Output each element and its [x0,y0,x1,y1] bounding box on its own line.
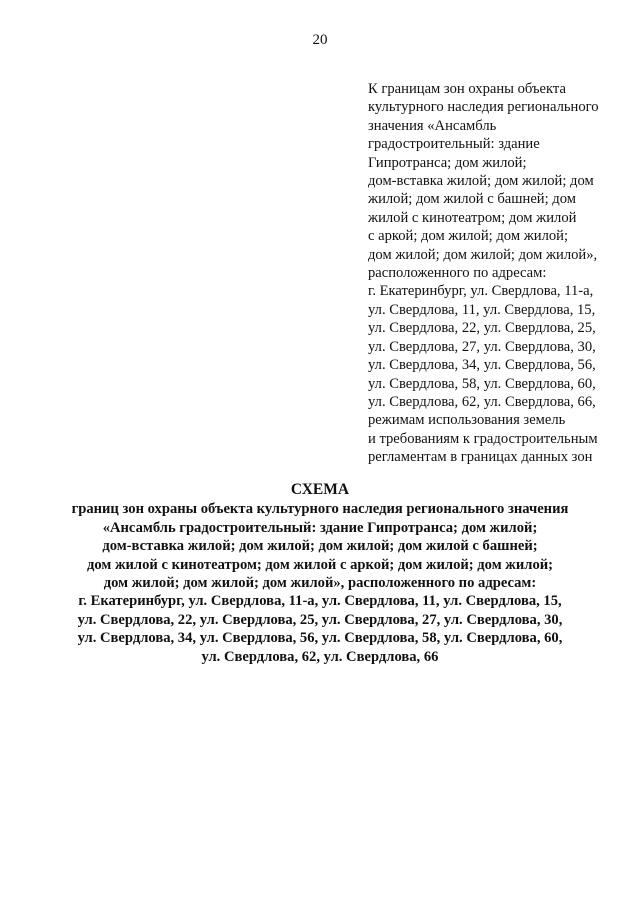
scheme-title-line: ул. Свердлова, 34, ул. Свердлова, 56, ул. Свердлова, 58, ул. Свердлова, 60, [77,630,563,647]
scheme-title-block [0,481,640,666]
scheme-title-line: ул. Свердлова, 62, ул. Свердлова, 66 [201,648,439,665]
reference-line: и требованиям к градостроительным [368,430,598,447]
page-number: 20 [312,32,328,48]
reference-line: дом-вставка жилой; дом жилой; дом [368,173,594,190]
scheme-title-line: г. Екатеринбург, ул. Свердлова, 11-а, ул. Свердлова, 11, ул. Свердлова, 15, [78,593,562,610]
scheme-title-line: дом-вставка жилой; дом жилой; дом жилой; дом жилой с башней; [102,538,538,555]
scheme-heading: СХЕМА [290,481,350,498]
reference-line: культурного наследия регионального [368,99,599,116]
reference-line: градостроительный: здание [368,136,540,153]
scheme-title-line: дом жилой с кинотеатром; дом жилой с аркой; дом жилой; дом жилой; [86,556,554,573]
scheme-title-line: ул. Свердлова, 22, ул. Свердлова, 25, ул. Свердлова, 27, ул. Свердлова, 30, [77,611,563,628]
reference-line: ул. Свердлова, 62, ул. Свердлова, 66, [368,393,596,410]
reference-line: дом жилой; дом жилой; дом жилой», [368,246,598,263]
reference-line: Гипротранса; дом жилой; [368,154,527,171]
reference-line: ул. Свердлова, 34, ул. Свердлова, 56, [368,357,596,374]
reference-line: ул. Свердлова, 22, ул. Свердлова, 25, [368,320,596,337]
reference-line: К границам зон охраны объекта [368,81,566,97]
scheme-title-line: границ зон охраны объекта культурного наследия регионального значения [71,501,569,518]
reference-line: жилой с кинотеатром; дом жилой [368,209,577,226]
scheme-title-line: дом жилой; дом жилой; дом жилой», расположенного по адресам: [103,575,537,592]
reference-line: регламентам в границах данных зон [368,449,593,466]
scheme-title-line: «Ансамбль градостроительный: здание Гипротранса; дом жилой; [102,519,538,536]
reference-line: ул. Свердлова, 27, ул. Свердлова, 30, [368,338,596,355]
reference-line: с аркой; дом жилой; дом жилой; [368,228,569,245]
reference-line: режимам использования земель [368,412,566,429]
reference-line: ул. Свердлова, 11, ул. Свердлова, 15, [368,301,596,318]
reference-line: жилой; дом жилой с башней; дом [368,191,576,208]
reference-line: значения «Ансамбль [368,117,497,134]
reference-line: г. Екатеринбург, ул. Свердлова, 11-а, [368,283,594,300]
reference-line: расположенного по адресам: [368,265,547,282]
reference-block [368,80,636,467]
reference-line: ул. Свердлова, 58, ул. Свердлова, 60, [368,375,596,392]
